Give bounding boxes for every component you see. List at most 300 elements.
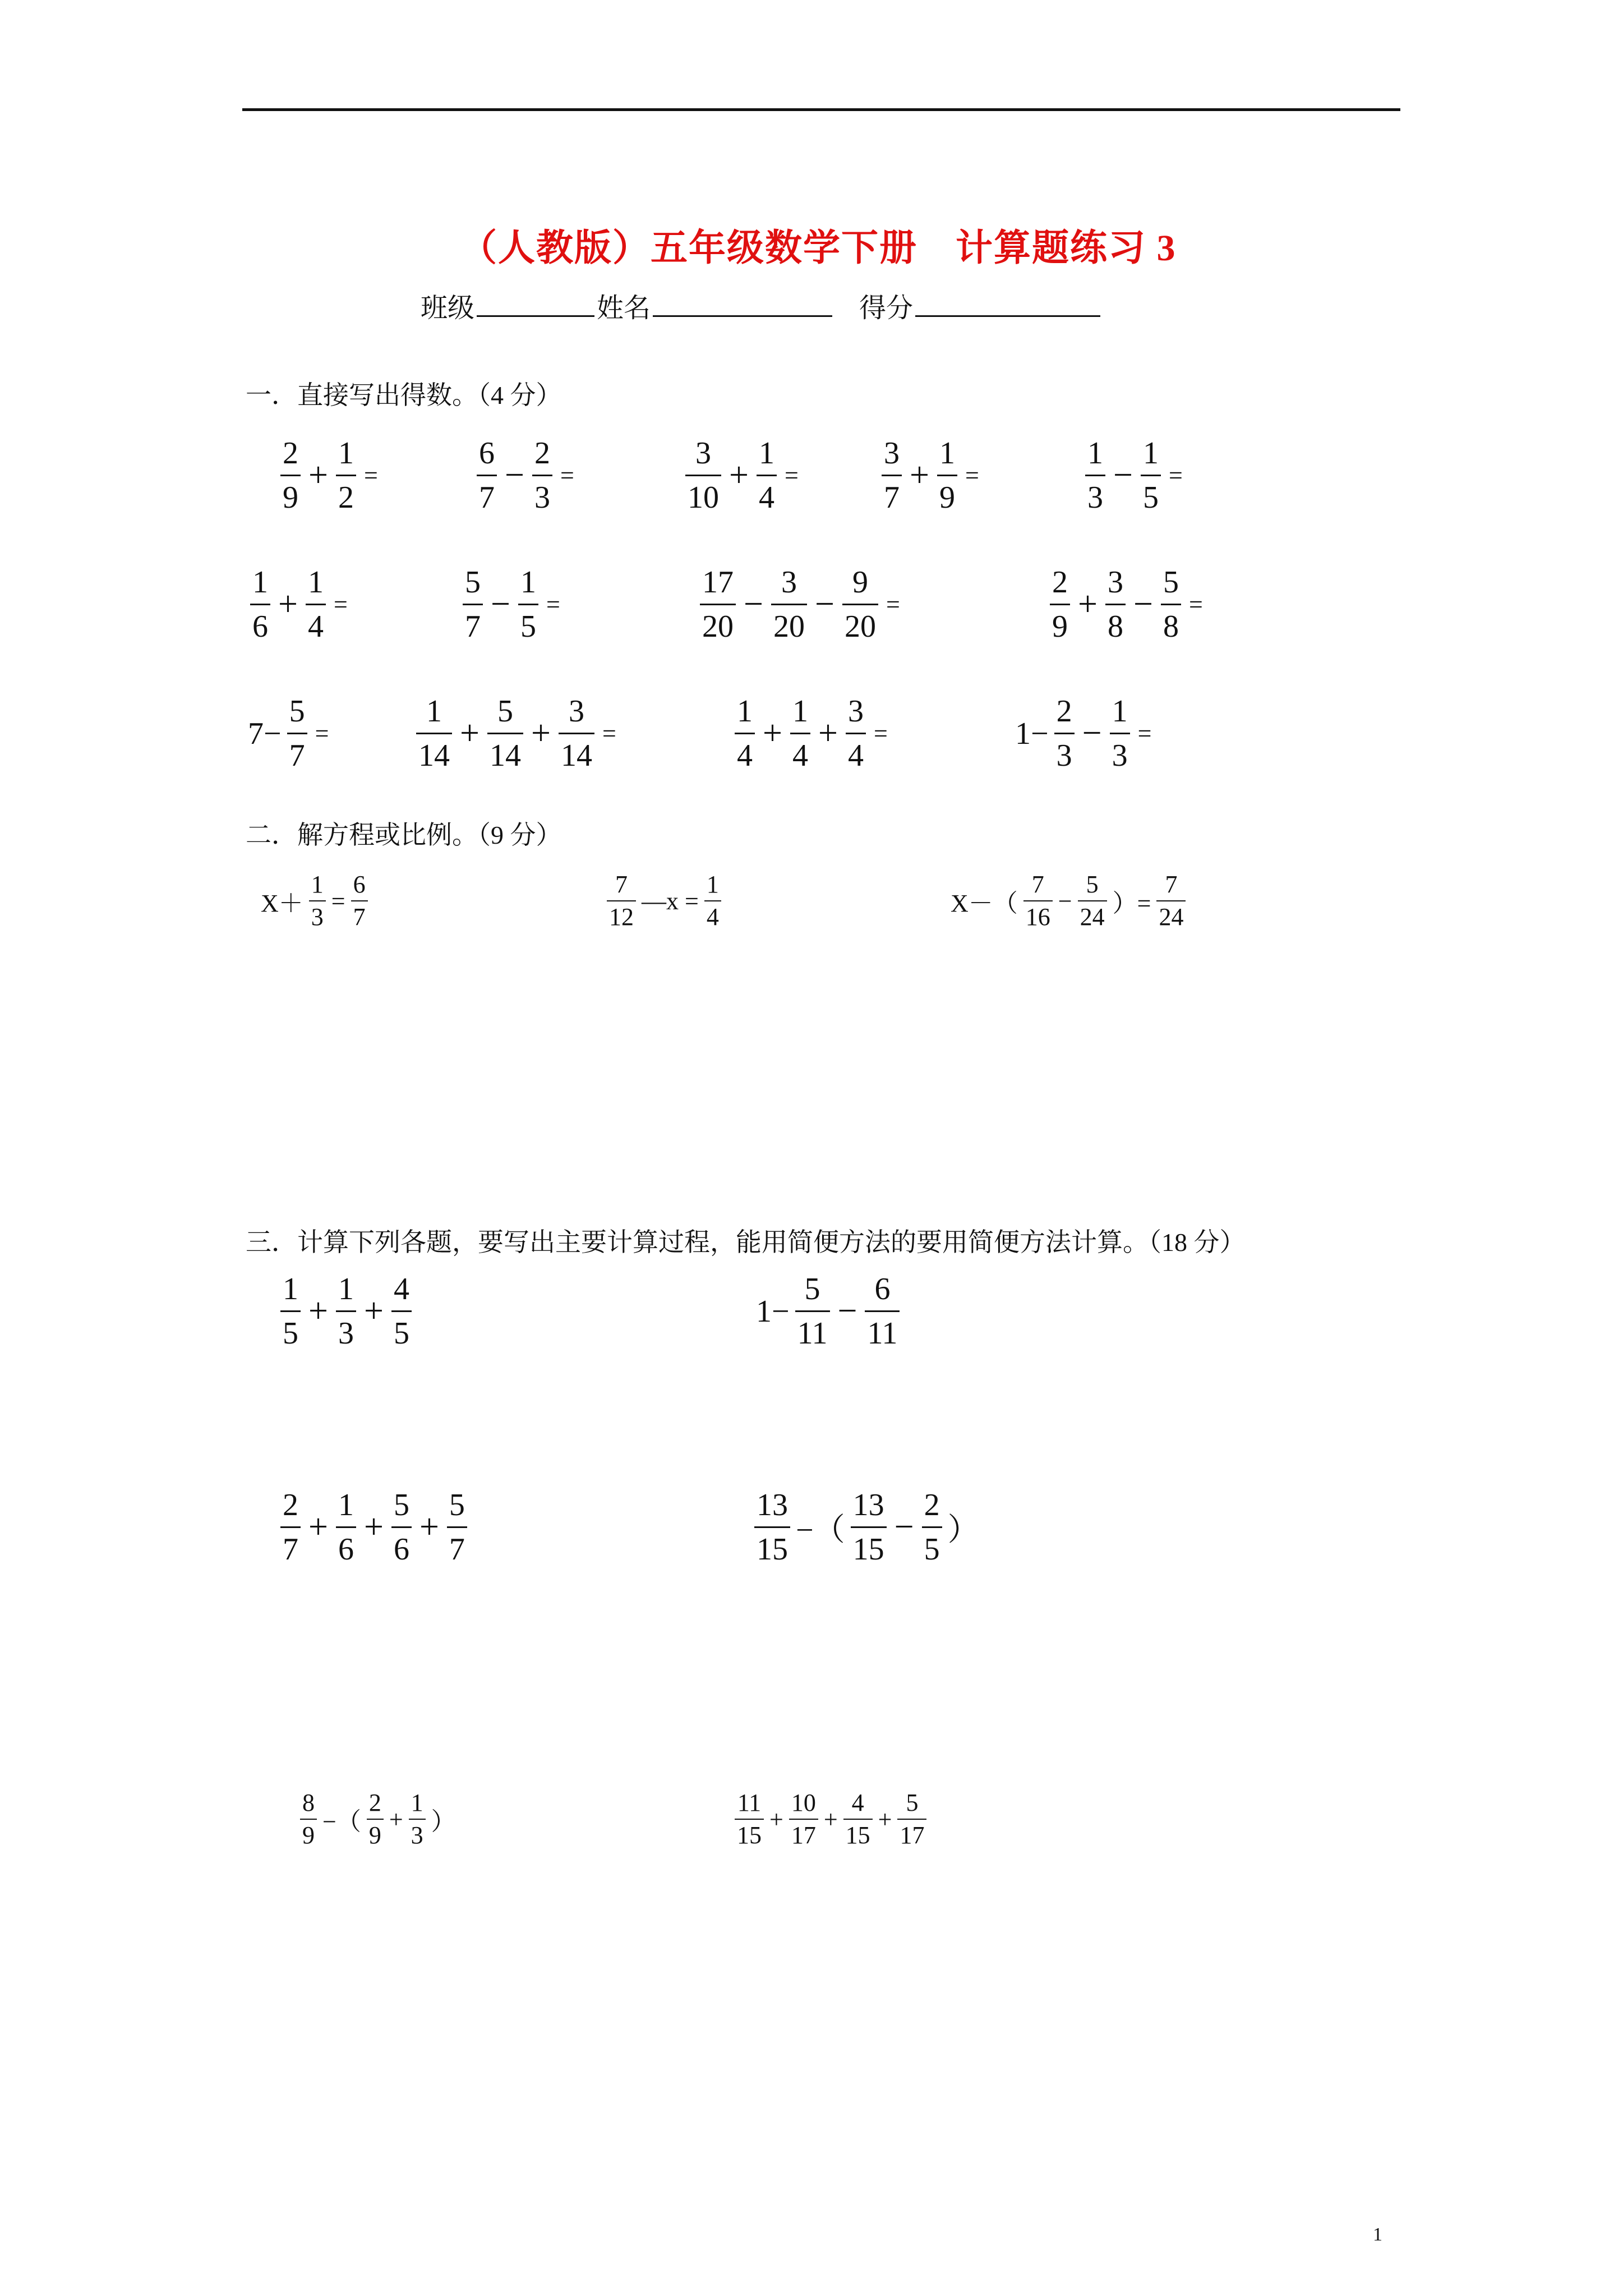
- operator: +: [419, 1508, 439, 1546]
- equals-sign: =: [1137, 720, 1152, 747]
- numerator: 4: [851, 1789, 864, 1816]
- fraction-bar: [391, 1310, 412, 1312]
- operator: +: [763, 714, 782, 752]
- fraction-bar: [518, 604, 538, 605]
- fraction: [735, 1791, 764, 1848]
- operator: +: [910, 456, 929, 494]
- s2-e3: [951, 872, 1186, 930]
- s1-r2-e3: [700, 567, 900, 642]
- denominator: 5: [520, 609, 536, 644]
- numerator: 1: [252, 565, 268, 600]
- operator: +: [823, 1805, 838, 1833]
- operator: −: [814, 585, 834, 623]
- numerator: 5: [1163, 565, 1179, 600]
- fraction-bar: [336, 1310, 356, 1312]
- numerator: 9: [852, 565, 868, 600]
- fraction-bar: [771, 604, 807, 605]
- numerator: 3: [884, 436, 900, 471]
- fraction-bar: [559, 733, 594, 734]
- operator: −: [1082, 714, 1102, 752]
- expr-text: X＋: [261, 890, 303, 917]
- numerator: 1: [338, 1272, 354, 1306]
- name-blank[interactable]: [653, 291, 832, 317]
- fraction: [704, 872, 721, 930]
- denominator: 15: [852, 1532, 884, 1567]
- fraction-bar: [937, 475, 957, 476]
- denominator: 11: [867, 1316, 898, 1351]
- fraction-bar: [416, 733, 452, 734]
- fraction: [391, 1273, 412, 1349]
- operator: −: [744, 585, 763, 623]
- numerator: 4: [393, 1272, 409, 1306]
- equals-sign: =: [886, 591, 900, 618]
- s1-r3-e1: [248, 696, 329, 771]
- fraction-bar: [897, 1819, 926, 1820]
- operator: −: [491, 585, 510, 623]
- fraction: [391, 1489, 412, 1565]
- s1-r1-e4: [882, 438, 979, 513]
- numerator: 2: [1052, 565, 1068, 600]
- operator: −: [1058, 887, 1072, 915]
- fraction: [250, 567, 270, 642]
- fraction: [518, 567, 538, 642]
- s1-r3-e3: [735, 696, 888, 771]
- operator: +: [308, 456, 328, 494]
- denominator: 9: [302, 1821, 315, 1849]
- fraction-bar: [280, 475, 301, 476]
- numerator: 5: [804, 1272, 820, 1306]
- denominator: 3: [1087, 480, 1103, 515]
- numerator: 1: [1087, 436, 1103, 471]
- operator: +: [389, 1805, 403, 1833]
- fraction-bar: [790, 733, 810, 734]
- fraction-bar: [1078, 900, 1107, 901]
- page-number: 1: [1373, 2224, 1382, 2245]
- fraction-bar: [409, 1819, 426, 1820]
- operator: −: [894, 1508, 914, 1546]
- fraction-bar: [1054, 733, 1075, 734]
- equals-sign: =: [331, 887, 345, 915]
- denominator: 9: [283, 480, 298, 515]
- fraction: [865, 1273, 900, 1349]
- operator: +: [278, 585, 298, 623]
- fraction-bar: [851, 1526, 887, 1528]
- equals-sign: =: [363, 462, 378, 489]
- equals-sign: =: [784, 462, 799, 489]
- fraction: [1050, 567, 1070, 642]
- denominator: 17: [900, 1821, 925, 1849]
- fraction-bar: [391, 1526, 412, 1528]
- numerator: 6: [874, 1272, 891, 1306]
- fraction-bar: [789, 1819, 818, 1820]
- denominator: 3: [338, 1316, 354, 1351]
- denominator: 5: [393, 1316, 409, 1351]
- s3-e1: [280, 1273, 412, 1349]
- denominator: 7: [283, 1532, 298, 1567]
- fraction-bar: [1161, 604, 1181, 605]
- fraction: [1141, 438, 1161, 513]
- fraction-bar: [306, 604, 326, 605]
- fraction: [336, 438, 356, 513]
- s1-r1-e1: [280, 438, 378, 513]
- numerator: 1: [411, 1789, 423, 1816]
- operator: −: [505, 456, 524, 494]
- fraction: [846, 696, 866, 771]
- denominator: 7: [884, 480, 900, 515]
- fraction-bar: [477, 475, 497, 476]
- s3-e2: [756, 1273, 900, 1349]
- fraction-bar: [685, 475, 721, 476]
- fraction: [280, 1489, 301, 1565]
- s1-r1-e3: [685, 438, 799, 513]
- numerator: 6: [353, 871, 366, 898]
- section-1-heading: 一．直接写出得数。（4 分）: [246, 381, 562, 409]
- s1-r2-e4: [1050, 567, 1203, 642]
- expr-text: −（: [322, 1808, 361, 1835]
- fraction-bar: [846, 733, 866, 734]
- fraction: [367, 1791, 384, 1848]
- numerator: 1: [1112, 694, 1128, 729]
- fraction: [477, 438, 497, 513]
- numerator: 1: [939, 436, 955, 471]
- fraction: [447, 1489, 467, 1565]
- fraction: [416, 696, 452, 771]
- numerator: 1: [792, 694, 808, 729]
- fraction-bar: [280, 1310, 301, 1312]
- fraction-bar: [1023, 900, 1053, 901]
- fraction-bar: [882, 475, 902, 476]
- denominator: 20: [844, 609, 876, 644]
- denominator: 20: [702, 609, 734, 644]
- class-label: 班级: [421, 293, 475, 323]
- fraction: [1023, 872, 1053, 930]
- denominator: 4: [737, 738, 753, 773]
- fraction-bar: [607, 900, 636, 901]
- operator: +: [818, 714, 838, 752]
- denominator: 20: [773, 609, 805, 644]
- fraction: [789, 1791, 818, 1848]
- denominator: 15: [737, 1821, 762, 1849]
- numerator: 1: [338, 1488, 354, 1522]
- denominator: 2: [338, 480, 354, 515]
- denominator: 11: [797, 1316, 828, 1351]
- expr-text: 1−: [1015, 716, 1049, 751]
- numerator: 1: [520, 565, 536, 600]
- fraction-bar: [865, 1310, 900, 1312]
- fraction: [1078, 872, 1107, 930]
- denominator: 14: [560, 738, 592, 773]
- s3-e3: [280, 1489, 467, 1565]
- denominator: 4: [706, 903, 719, 931]
- denominator: 16: [1025, 903, 1050, 931]
- fraction: [754, 1489, 790, 1565]
- numerator: 2: [534, 436, 550, 471]
- fraction: [1054, 696, 1075, 771]
- fraction-bar: [843, 1819, 873, 1820]
- fraction: [1110, 696, 1130, 771]
- numerator: 1: [311, 871, 324, 898]
- s1-r3-e2: [416, 696, 616, 771]
- score-label: 得分: [859, 293, 914, 323]
- fraction-bar: [351, 900, 368, 901]
- numerator: 7: [1165, 871, 1178, 898]
- fraction: [771, 567, 807, 642]
- denominator: 9: [368, 1821, 381, 1849]
- operator: +: [460, 714, 479, 752]
- equals-sign: =: [546, 591, 560, 618]
- numerator: 13: [757, 1488, 788, 1522]
- fraction-bar: [287, 733, 307, 734]
- fraction: [287, 696, 307, 771]
- numerator: 3: [781, 565, 797, 600]
- denominator: 3: [411, 1821, 423, 1849]
- denominator: 24: [1080, 903, 1105, 931]
- denominator: 3: [1056, 738, 1072, 773]
- numerator: 1: [1142, 436, 1159, 471]
- numerator: 1: [706, 871, 719, 898]
- denominator: 24: [1159, 903, 1184, 931]
- s2-e2: [607, 872, 721, 930]
- fraction-bar: [1110, 733, 1130, 734]
- fraction: [300, 1791, 317, 1848]
- s3-e4: [754, 1489, 979, 1565]
- numerator: 5: [465, 565, 481, 600]
- equals-sign: =: [965, 462, 979, 489]
- operator: +: [363, 1292, 384, 1330]
- fraction-bar: [336, 1526, 356, 1528]
- operator: +: [363, 1508, 384, 1546]
- fraction: [842, 567, 878, 642]
- numerator: 2: [283, 1488, 298, 1522]
- operator: +: [729, 456, 749, 494]
- numerator: 1: [338, 436, 354, 471]
- fraction: [937, 438, 957, 513]
- fraction: [309, 872, 326, 930]
- denominator: 3: [534, 480, 550, 515]
- expr-text: —x =: [642, 887, 699, 915]
- numerator: 5: [497, 694, 513, 729]
- fraction: [351, 872, 368, 930]
- expr-text: 1−: [756, 1294, 790, 1329]
- denominator: 7: [479, 480, 495, 515]
- numerator: 5: [906, 1789, 919, 1816]
- numerator: 3: [695, 436, 711, 471]
- denominator: 8: [1163, 609, 1179, 644]
- operator: +: [308, 1508, 328, 1546]
- expr-text: −（: [796, 1512, 845, 1548]
- numerator: 1: [758, 436, 774, 471]
- denominator: 7: [289, 738, 305, 773]
- denominator: 6: [252, 609, 268, 644]
- fraction: [336, 1273, 356, 1349]
- denominator: 17: [791, 1821, 816, 1849]
- fraction-bar: [795, 1310, 830, 1312]
- student-info-line: [421, 286, 1103, 325]
- fraction-bar: [735, 733, 755, 734]
- fraction-bar: [447, 1526, 467, 1528]
- fraction: [280, 1273, 301, 1349]
- operator: +: [769, 1805, 783, 1833]
- s1-r2-e2: [463, 567, 560, 642]
- denominator: 5: [924, 1532, 940, 1567]
- equals-sign: =: [333, 591, 348, 618]
- numerator: 3: [847, 694, 864, 729]
- denominator: 3: [1112, 738, 1128, 773]
- s3-e6: [735, 1791, 926, 1848]
- fraction: [409, 1791, 426, 1848]
- score-blank[interactable]: [915, 291, 1100, 317]
- equals-sign: =: [315, 720, 329, 747]
- fraction: [843, 1791, 873, 1848]
- denominator: 8: [1107, 609, 1123, 644]
- denominator: 4: [758, 480, 774, 515]
- numerator: 11: [737, 1789, 762, 1816]
- numerator: 2: [924, 1488, 940, 1522]
- denominator: 7: [449, 1532, 465, 1567]
- equals-sign: =: [1188, 591, 1203, 618]
- numerator: 2: [283, 436, 298, 471]
- fraction: [463, 567, 483, 642]
- fraction: [922, 1489, 942, 1565]
- fraction-bar: [1050, 604, 1070, 605]
- numerator: 1: [283, 1272, 298, 1306]
- fraction-bar: [1085, 475, 1105, 476]
- fraction-bar: [336, 475, 356, 476]
- fraction-bar: [532, 475, 552, 476]
- fraction-bar: [704, 900, 721, 901]
- section-3-heading: 三．计算下列各题，要写出主要计算过程，能用简便方法的要用简便方法计算。（18 分）: [246, 1228, 1246, 1257]
- class-blank[interactable]: [477, 291, 594, 317]
- denominator: 14: [489, 738, 521, 773]
- fraction-bar: [487, 733, 523, 734]
- fraction: [897, 1791, 926, 1848]
- operator: +: [308, 1292, 328, 1330]
- expr-text: ）: [431, 1808, 456, 1835]
- operator: +: [1078, 585, 1098, 623]
- numerator: 2: [1056, 694, 1072, 729]
- fraction: [851, 1489, 887, 1565]
- s1-r1-e2: [477, 438, 574, 513]
- numerator: 5: [1086, 871, 1099, 898]
- fraction: [735, 696, 755, 771]
- denominator: 5: [283, 1316, 298, 1351]
- fraction: [700, 567, 736, 642]
- denominator: 15: [845, 1821, 870, 1849]
- fraction-bar: [1105, 604, 1126, 605]
- numerator: 5: [449, 1488, 465, 1522]
- fraction: [757, 438, 777, 513]
- s1-r1-e5: [1085, 438, 1183, 513]
- denominator: 7: [465, 609, 481, 644]
- denominator: 10: [688, 480, 719, 515]
- fraction: [1105, 567, 1126, 642]
- fraction: [790, 696, 810, 771]
- page-title: （人教版）五年级数学下册 计算题练习 3: [460, 228, 1177, 269]
- fraction-bar: [700, 604, 736, 605]
- numerator: 1: [426, 694, 442, 729]
- denominator: 12: [609, 903, 634, 931]
- denominator: 4: [847, 738, 864, 773]
- denominator: 15: [757, 1532, 788, 1567]
- name-label: 姓名: [597, 293, 651, 323]
- fraction: [795, 1273, 830, 1349]
- fraction-bar: [280, 1526, 301, 1528]
- numerator: 13: [852, 1488, 884, 1522]
- fraction: [487, 696, 523, 771]
- fraction-bar: [757, 475, 777, 476]
- fraction: [306, 567, 326, 642]
- operator: −: [1133, 585, 1153, 623]
- numerator: 17: [702, 565, 734, 600]
- fraction-bar: [922, 1526, 942, 1528]
- fraction-bar: [754, 1526, 790, 1528]
- numerator: 3: [568, 694, 584, 729]
- numerator: 7: [615, 871, 628, 898]
- s2-e1: [261, 872, 368, 930]
- denominator: 6: [338, 1532, 354, 1567]
- denominator: 3: [311, 903, 324, 931]
- denominator: 9: [939, 480, 955, 515]
- operator: +: [531, 714, 551, 752]
- equals-sign: =: [602, 720, 616, 747]
- numerator: 2: [368, 1789, 381, 1816]
- section-2-heading: 二．解方程或比例。（9 分）: [246, 821, 562, 849]
- expr-text: X－（: [951, 890, 1018, 917]
- denominator: 5: [1142, 480, 1159, 515]
- numerator: 1: [737, 694, 753, 729]
- s3-e5: [300, 1791, 456, 1848]
- fraction: [532, 438, 552, 513]
- fraction-bar: [1141, 475, 1161, 476]
- fraction: [607, 872, 636, 930]
- numerator: 1: [307, 565, 324, 600]
- denominator: 4: [307, 609, 324, 644]
- fraction-bar: [842, 604, 878, 605]
- fraction-bar: [735, 1819, 764, 1820]
- denominator: 14: [418, 738, 450, 773]
- denominator: 9: [1052, 609, 1068, 644]
- fraction-bar: [300, 1819, 317, 1820]
- operator: +: [878, 1805, 892, 1833]
- fraction-bar: [309, 900, 326, 901]
- expr-text: ）: [947, 1512, 979, 1548]
- expr-text: ）=: [1112, 890, 1151, 917]
- equals-sign: =: [873, 720, 888, 747]
- fraction: [1156, 872, 1186, 930]
- fraction-bar: [1156, 900, 1186, 901]
- fraction: [882, 438, 902, 513]
- equals-sign: =: [1168, 462, 1183, 489]
- equals-sign: =: [560, 462, 574, 489]
- fraction: [336, 1489, 356, 1565]
- s1-r3-e4: [1015, 696, 1151, 771]
- numerator: 7: [1031, 871, 1044, 898]
- denominator: 4: [792, 738, 808, 773]
- fraction: [280, 438, 301, 513]
- numerator: 10: [791, 1789, 816, 1816]
- expr-text: 7−: [248, 716, 282, 751]
- fraction: [1161, 567, 1181, 642]
- denominator: 6: [393, 1532, 409, 1567]
- fraction: [1085, 438, 1105, 513]
- fraction-bar: [463, 604, 483, 605]
- operator: −: [1113, 456, 1133, 494]
- fraction-bar: [250, 604, 270, 605]
- fraction: [685, 438, 721, 513]
- operator: −: [837, 1292, 857, 1330]
- header-rule: [242, 108, 1400, 111]
- numerator: 5: [393, 1488, 409, 1522]
